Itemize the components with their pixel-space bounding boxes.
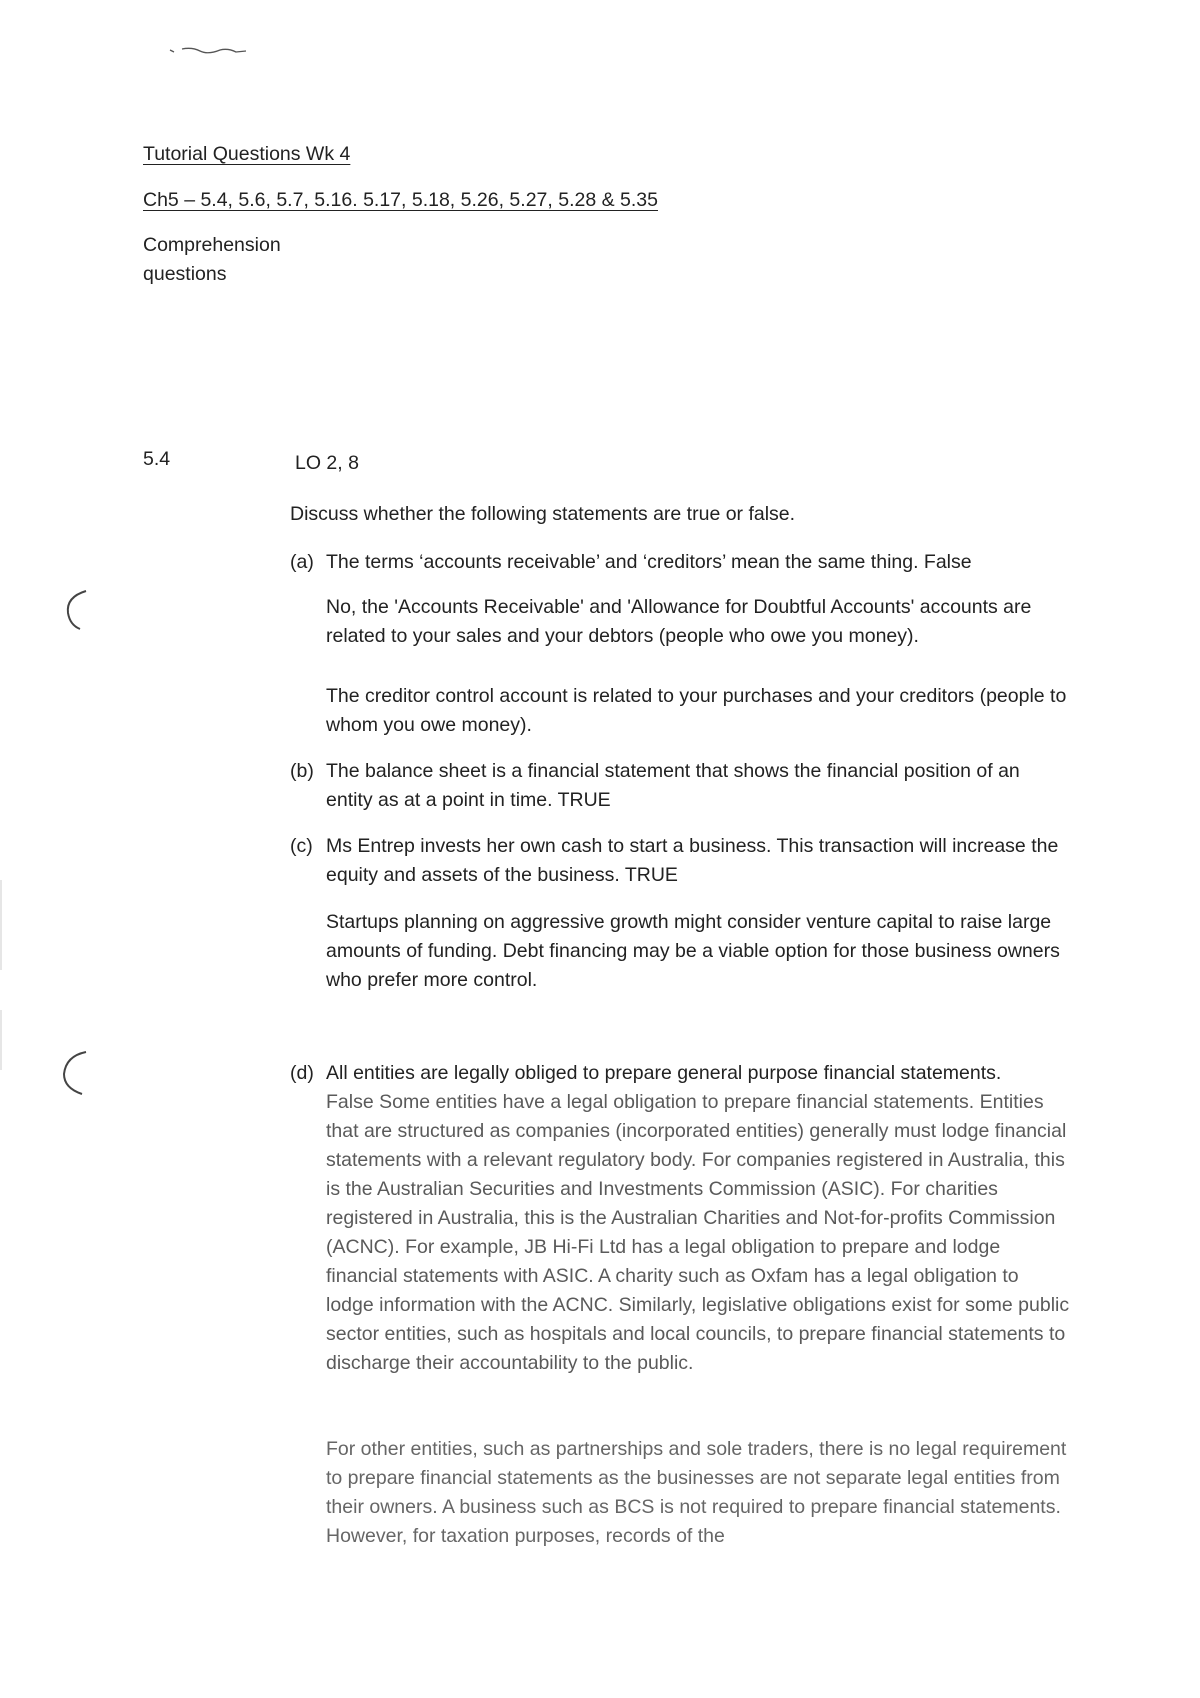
question-intro: Discuss whether the following statements are true or false.	[290, 503, 796, 525]
item-label: (a)	[290, 551, 314, 573]
hole-punch-mark	[56, 1048, 96, 1098]
item-label: (c)	[290, 835, 313, 857]
section-heading: Comprehension questions	[143, 234, 281, 285]
answer-paragraph: For other entities, such as partnerships and sole traders, there is no legal requirement to prepare financial statements as the businesses are not separate legal entities from their owners. A business such as BCS is not required to prepare financial statements. However, for taxation purposes, records of the	[326, 1438, 1067, 1547]
question-number: 5.4	[143, 448, 171, 470]
chapter-question-list: Ch5 – 5.4, 5.6, 5.7, 5.16. 5.17, 5.18, 5.26, 5.27, 5.28 & 5.35	[143, 189, 658, 211]
item-statement: The balance sheet is a financial statement that shows the financial position of an entity as at a point in time. TRUE	[326, 760, 1020, 811]
question-item-a	[290, 548, 1070, 577]
scan-edge	[0, 880, 2, 970]
question-item-b	[290, 757, 1070, 815]
answer-paragraph: No, the 'Accounts Receivable' and 'Allowance for Doubtful Accounts' accounts are related to your sales and your debtors (people who owe you money).	[326, 596, 1032, 647]
item-label: (b)	[290, 760, 314, 782]
handwritten-mark	[168, 44, 248, 56]
item-statement: All entities are legally obliged to prepare general purpose financial statements.	[326, 1062, 1002, 1084]
answer-paragraph: False Some entities have a legal obligation to prepare financial statements. Entities that are structured as companies (incorporated entities) generally must lodge financial statements with a relevant regulatory body. For companies registered in Australia, this is the Australian Securities and Investments Commission (ASIC). For charities registered in Australia, this is the Australian Charities and Not-for-profits Commission (ACNC). For example, JB Hi-Fi Ltd has a legal obligation to prepare and lodge financial statements with ASIC. A charity such as Oxfam has a legal obligation to lodge information with the ACNC. Similarly, legislative obligations exist for some public sector entities, such as hospitals and local councils, to prepare financial statements to discharge their accountability to the public.	[326, 1091, 1070, 1374]
question-item-c	[290, 832, 1070, 890]
answer-paragraph: Startups planning on aggressive growth might consider venture capital to raise large amounts of funding. Debt financing may be a viable option for those business owners who prefer more control.	[326, 911, 1060, 991]
item-label: (d)	[290, 1062, 314, 1084]
item-statement: Ms Entrep invests her own cash to start a business. This transaction will increase the equity and assets of the business. TRUE	[326, 835, 1059, 886]
answer-paragraph: The creditor control account is related to your purchases and your creditors (people to whom you owe money).	[326, 685, 1067, 736]
hole-punch-mark	[58, 585, 98, 635]
scan-edge	[0, 1010, 2, 1070]
item-statement: The terms ‘accounts receivable’ and ‘creditors’ mean the same thing. False	[326, 551, 972, 573]
question-item-d	[290, 1059, 1070, 1088]
page-title: Tutorial Questions Wk 4	[143, 143, 351, 165]
learning-outcome: LO 2, 8	[295, 452, 359, 474]
